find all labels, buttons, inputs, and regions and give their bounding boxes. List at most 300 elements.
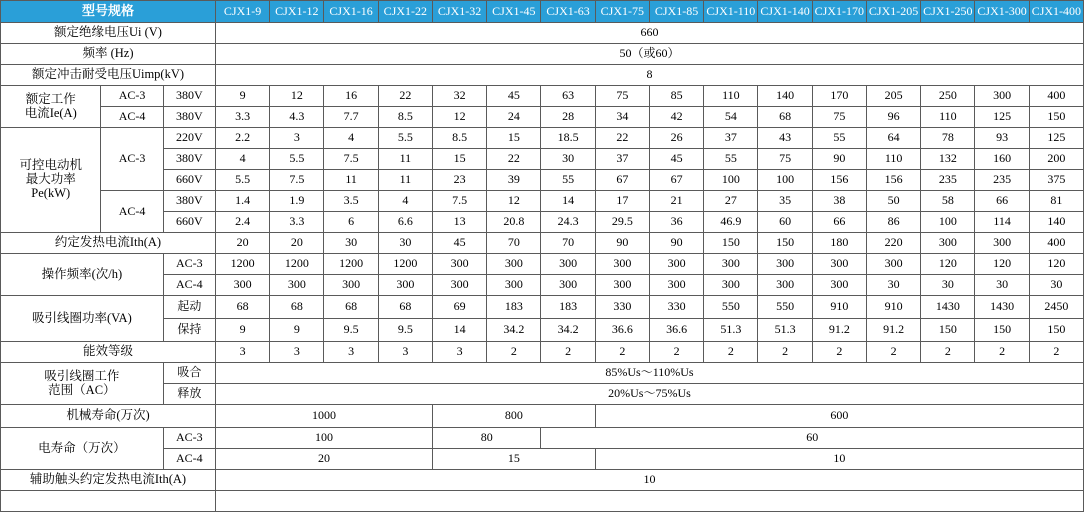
opfreq-ac4-8: 300 xyxy=(649,275,703,296)
ie-ac4-1: 4.3 xyxy=(270,107,324,128)
power-1-9: 55 xyxy=(704,149,758,170)
ie-ac4-14: 125 xyxy=(975,107,1029,128)
power-4-1: 3.3 xyxy=(270,212,324,233)
power-0-9: 37 xyxy=(704,128,758,149)
label-coil-range-line1: 吸引线圈工作 xyxy=(44,368,120,383)
power-4-6: 24.3 xyxy=(541,212,595,233)
coil-hold-11: 91.2 xyxy=(812,319,866,342)
row-rated-insulation-voltage xyxy=(1,23,1084,44)
ie-ac4-13: 110 xyxy=(921,107,975,128)
header-spec-label: 型号规格 xyxy=(1,1,216,23)
coil-start-2: 68 xyxy=(324,296,378,319)
power-3-8: 21 xyxy=(649,191,703,212)
row-coil-range-pull xyxy=(1,363,1084,384)
row-aux-thermal-current xyxy=(1,470,1084,491)
opfreq-ac3-6: 300 xyxy=(541,254,595,275)
ith-7: 90 xyxy=(595,233,649,254)
label-operating-frequency: 操作频率(次/h) xyxy=(1,254,164,296)
ie-ac4-4: 12 xyxy=(432,107,486,128)
ie-ac4-0: 3.3 xyxy=(215,107,269,128)
ie-ac3-3: 22 xyxy=(378,86,432,107)
power-1-1: 5.5 xyxy=(270,149,324,170)
coil-hold-9: 51.3 xyxy=(704,319,758,342)
row-trailing-blank xyxy=(1,491,1084,512)
row-coil-range-release xyxy=(1,384,1084,405)
power-0-7: 22 xyxy=(595,128,649,149)
label-blank xyxy=(1,491,216,512)
power-0-14: 93 xyxy=(975,128,1029,149)
ie-ac3-15: 400 xyxy=(1029,86,1083,107)
power-3-6: 14 xyxy=(541,191,595,212)
power-4-8: 36 xyxy=(649,212,703,233)
row-efficiency-grade xyxy=(1,342,1084,363)
power-1-13: 132 xyxy=(921,149,975,170)
volt-power-4: 660V xyxy=(163,212,215,233)
ie-ac3-6: 63 xyxy=(541,86,595,107)
label-rated-current-line1: 额定工作 xyxy=(25,91,76,106)
power-0-12: 64 xyxy=(866,128,920,149)
power-2-6: 55 xyxy=(541,170,595,191)
row-power-ac3-660 xyxy=(1,170,1084,191)
header-model-0: CJX1-9 xyxy=(215,1,269,23)
coil-hold-14: 150 xyxy=(975,319,1029,342)
opfreq-ac3-3: 1200 xyxy=(378,254,432,275)
value-uimp: 8 xyxy=(215,65,1083,86)
row-impulse-voltage xyxy=(1,65,1084,86)
eff-6: 2 xyxy=(541,342,595,363)
ith-10: 150 xyxy=(758,233,812,254)
header-model-7: CJX1-75 xyxy=(595,1,649,23)
ith-8: 90 xyxy=(649,233,703,254)
ie-ac3-12: 205 xyxy=(866,86,920,107)
opfreq-ac4-4: 300 xyxy=(432,275,486,296)
power-4-7: 29.5 xyxy=(595,212,649,233)
ie-ac4-10: 68 xyxy=(758,107,812,128)
power-0-0: 2.2 xyxy=(215,128,269,149)
opfreq-ac3-5: 300 xyxy=(487,254,541,275)
volt-power-3: 380V xyxy=(163,191,215,212)
coil-hold-0: 9 xyxy=(215,319,269,342)
opfreq-ac3-0: 1200 xyxy=(215,254,269,275)
row-coil-power-hold xyxy=(1,319,1084,342)
power-2-8: 67 xyxy=(649,170,703,191)
header-model-10: CJX1-140 xyxy=(758,1,812,23)
ie-ac4-5: 24 xyxy=(487,107,541,128)
type-coil-start: 起动 xyxy=(163,296,215,319)
header-model-14: CJX1-300 xyxy=(975,1,1029,23)
ie-ac3-11: 170 xyxy=(812,86,866,107)
elife-ac4-seg-0: 20 xyxy=(215,449,432,470)
opfreq-ac4-5: 300 xyxy=(487,275,541,296)
power-0-5: 15 xyxy=(487,128,541,149)
opfreq-ac4-7: 300 xyxy=(595,275,649,296)
type-elife-ac3: AC-3 xyxy=(163,428,215,449)
power-2-9: 100 xyxy=(704,170,758,191)
row-operating-frequency-ac3 xyxy=(1,254,1084,275)
power-1-10: 75 xyxy=(758,149,812,170)
power-4-5: 20.8 xyxy=(487,212,541,233)
label-mechanical-life: 机械寿命(万次) xyxy=(1,405,216,428)
opfreq-ac3-4: 300 xyxy=(432,254,486,275)
ie-ac3-10: 140 xyxy=(758,86,812,107)
label-efficiency: 能效等级 xyxy=(1,342,216,363)
header-model-6: CJX1-63 xyxy=(541,1,595,23)
row-electrical-life-ac4 xyxy=(1,449,1084,470)
eff-2: 3 xyxy=(324,342,378,363)
header-model-12: CJX1-205 xyxy=(866,1,920,23)
power-4-15: 140 xyxy=(1029,212,1083,233)
power-2-15: 375 xyxy=(1029,170,1083,191)
value-ui: 660 xyxy=(215,23,1083,44)
coil-start-1: 68 xyxy=(270,296,324,319)
opfreq-ac3-1: 1200 xyxy=(270,254,324,275)
coil-start-13: 1430 xyxy=(921,296,975,319)
power-4-3: 6.6 xyxy=(378,212,432,233)
power-2-12: 156 xyxy=(866,170,920,191)
coil-start-6: 183 xyxy=(541,296,595,319)
type-coil-pull: 吸合 xyxy=(163,363,215,384)
coil-start-4: 69 xyxy=(432,296,486,319)
eff-7: 2 xyxy=(595,342,649,363)
ith-1: 20 xyxy=(270,233,324,254)
label-rated-current-line2: 电流Ie(A) xyxy=(24,105,77,120)
power-3-0: 1.4 xyxy=(215,191,269,212)
label-coil-range xyxy=(1,363,164,405)
coil-start-10: 550 xyxy=(758,296,812,319)
elife-ac4-seg-2: 10 xyxy=(595,449,1083,470)
ie-ac3-1: 12 xyxy=(270,86,324,107)
row-electrical-life-ac3 xyxy=(1,428,1084,449)
ie-ac4-9: 54 xyxy=(704,107,758,128)
eff-9: 2 xyxy=(704,342,758,363)
type-ie-ac4: AC-4 xyxy=(101,107,163,128)
opfreq-ac4-14: 30 xyxy=(975,275,1029,296)
coil-start-5: 183 xyxy=(487,296,541,319)
opfreq-ac3-8: 300 xyxy=(649,254,703,275)
power-1-3: 11 xyxy=(378,149,432,170)
row-power-ac4-660 xyxy=(1,212,1084,233)
power-3-9: 27 xyxy=(704,191,758,212)
power-0-3: 5.5 xyxy=(378,128,432,149)
type-coil-hold: 保持 xyxy=(163,319,215,342)
power-2-7: 67 xyxy=(595,170,649,191)
value-coil-pull: 85%Us～110%Us xyxy=(215,363,1083,384)
ie-ac4-15: 150 xyxy=(1029,107,1083,128)
ith-2: 30 xyxy=(324,233,378,254)
eff-8: 2 xyxy=(649,342,703,363)
power-3-4: 7.5 xyxy=(432,191,486,212)
power-3-13: 58 xyxy=(921,191,975,212)
label-power-line2: 最大功率 xyxy=(25,172,76,187)
power-3-11: 38 xyxy=(812,191,866,212)
row-coil-power-start xyxy=(1,296,1084,319)
type-opfreq-ac4: AC-4 xyxy=(163,275,215,296)
row-operating-frequency-ac4 xyxy=(1,275,1084,296)
opfreq-ac4-11: 300 xyxy=(812,275,866,296)
volt-power-0: 220V xyxy=(163,128,215,149)
power-0-10: 43 xyxy=(758,128,812,149)
eff-12: 2 xyxy=(866,342,920,363)
power-0-4: 8.5 xyxy=(432,128,486,149)
power-2-11: 156 xyxy=(812,170,866,191)
elife-ac4-seg-1: 15 xyxy=(432,449,595,470)
power-3-12: 50 xyxy=(866,191,920,212)
power-4-10: 60 xyxy=(758,212,812,233)
power-2-10: 100 xyxy=(758,170,812,191)
coil-start-7: 330 xyxy=(595,296,649,319)
opfreq-ac3-14: 120 xyxy=(975,254,1029,275)
coil-start-3: 68 xyxy=(378,296,432,319)
ith-14: 300 xyxy=(975,233,1029,254)
coil-hold-13: 150 xyxy=(921,319,975,342)
eff-11: 2 xyxy=(812,342,866,363)
coil-start-12: 910 xyxy=(866,296,920,319)
power-1-5: 22 xyxy=(487,149,541,170)
opfreq-ac4-10: 300 xyxy=(758,275,812,296)
volt-power-1: 380V xyxy=(163,149,215,170)
opfreq-ac3-12: 300 xyxy=(866,254,920,275)
header-model-1: CJX1-12 xyxy=(270,1,324,23)
type-coil-release: 释放 xyxy=(163,384,215,405)
power-4-4: 13 xyxy=(432,212,486,233)
power-4-12: 86 xyxy=(866,212,920,233)
type-ie-ac3: AC-3 xyxy=(101,86,163,107)
opfreq-ac3-2: 1200 xyxy=(324,254,378,275)
opfreq-ac4-9: 300 xyxy=(704,275,758,296)
header-model-8: CJX1-85 xyxy=(649,1,703,23)
volt-power-2: 660V xyxy=(163,170,215,191)
coil-hold-8: 36.6 xyxy=(649,319,703,342)
power-1-8: 45 xyxy=(649,149,703,170)
coil-hold-7: 36.6 xyxy=(595,319,649,342)
power-3-1: 1.9 xyxy=(270,191,324,212)
ith-12: 220 xyxy=(866,233,920,254)
power-1-6: 30 xyxy=(541,149,595,170)
power-0-6: 18.5 xyxy=(541,128,595,149)
ie-ac3-4: 32 xyxy=(432,86,486,107)
power-4-9: 46.9 xyxy=(704,212,758,233)
ith-5: 70 xyxy=(487,233,541,254)
type-power-ac3: AC-3 xyxy=(101,128,163,191)
power-2-2: 11 xyxy=(324,170,378,191)
value-blank xyxy=(215,491,1083,512)
ie-ac4-7: 34 xyxy=(595,107,649,128)
label-frequency: 频率 (Hz) xyxy=(1,44,216,65)
ie-ac3-9: 110 xyxy=(704,86,758,107)
power-3-10: 35 xyxy=(758,191,812,212)
power-2-5: 39 xyxy=(487,170,541,191)
power-4-11: 66 xyxy=(812,212,866,233)
power-0-15: 125 xyxy=(1029,128,1083,149)
power-4-13: 100 xyxy=(921,212,975,233)
coil-start-9: 550 xyxy=(704,296,758,319)
opfreq-ac3-15: 120 xyxy=(1029,254,1083,275)
label-rated-current xyxy=(1,86,101,128)
coil-hold-15: 150 xyxy=(1029,319,1083,342)
ie-ac4-6: 28 xyxy=(541,107,595,128)
opfreq-ac4-15: 30 xyxy=(1029,275,1083,296)
ie-ac3-14: 300 xyxy=(975,86,1029,107)
opfreq-ac3-9: 300 xyxy=(704,254,758,275)
power-3-5: 12 xyxy=(487,191,541,212)
coil-start-11: 910 xyxy=(812,296,866,319)
mechlife-seg-0: 1000 xyxy=(215,405,432,428)
eff-10: 2 xyxy=(758,342,812,363)
value-coil-release: 20%Us～75%Us xyxy=(215,384,1083,405)
opfreq-ac3-13: 120 xyxy=(921,254,975,275)
power-0-8: 26 xyxy=(649,128,703,149)
power-3-7: 17 xyxy=(595,191,649,212)
opfreq-ac4-0: 300 xyxy=(215,275,269,296)
eff-1: 3 xyxy=(270,342,324,363)
ie-ac3-0: 9 xyxy=(215,86,269,107)
opfreq-ac4-12: 30 xyxy=(866,275,920,296)
elife-ac3-seg-1: 80 xyxy=(432,428,541,449)
ith-4: 45 xyxy=(432,233,486,254)
coil-hold-5: 34.2 xyxy=(487,319,541,342)
label-max-motor-power xyxy=(1,128,101,233)
power-1-7: 37 xyxy=(595,149,649,170)
ie-ac3-8: 85 xyxy=(649,86,703,107)
power-0-13: 78 xyxy=(921,128,975,149)
coil-start-14: 1430 xyxy=(975,296,1029,319)
header-model-11: CJX1-170 xyxy=(812,1,866,23)
power-0-1: 3 xyxy=(270,128,324,149)
ie-ac3-5: 45 xyxy=(487,86,541,107)
ith-0: 20 xyxy=(215,233,269,254)
coil-hold-12: 91.2 xyxy=(866,319,920,342)
coil-hold-1: 9 xyxy=(270,319,324,342)
value-aux-ith: 10 xyxy=(215,470,1083,491)
power-4-2: 6 xyxy=(324,212,378,233)
opfreq-ac4-2: 300 xyxy=(324,275,378,296)
power-1-12: 110 xyxy=(866,149,920,170)
elife-ac3-seg-2: 60 xyxy=(541,428,1084,449)
power-1-15: 200 xyxy=(1029,149,1083,170)
label-electrical-life: 电寿命（万次） xyxy=(1,428,164,470)
power-4-14: 114 xyxy=(975,212,1029,233)
power-3-2: 3.5 xyxy=(324,191,378,212)
row-frequency xyxy=(1,44,1084,65)
label-power-line3: Pe(kW) xyxy=(31,185,71,200)
row-power-ac4-380 xyxy=(1,191,1084,212)
eff-4: 3 xyxy=(432,342,486,363)
header-model-15: CJX1-400 xyxy=(1029,1,1083,23)
coil-hold-6: 34.2 xyxy=(541,319,595,342)
label-aux-ith: 辅助触头约定发热电流Ith(A) xyxy=(1,470,216,491)
row-mechanical-life xyxy=(1,405,1084,428)
header-model-2: CJX1-16 xyxy=(324,1,378,23)
coil-start-8: 330 xyxy=(649,296,703,319)
eff-0: 3 xyxy=(215,342,269,363)
ith-13: 300 xyxy=(921,233,975,254)
opfreq-ac4-1: 300 xyxy=(270,275,324,296)
eff-5: 2 xyxy=(487,342,541,363)
type-elife-ac4: AC-4 xyxy=(163,449,215,470)
ie-ac4-3: 8.5 xyxy=(378,107,432,128)
coil-hold-4: 14 xyxy=(432,319,486,342)
opfreq-ac4-3: 300 xyxy=(378,275,432,296)
ie-ac4-11: 75 xyxy=(812,107,866,128)
coil-start-0: 68 xyxy=(215,296,269,319)
power-3-15: 81 xyxy=(1029,191,1083,212)
opfreq-ac3-7: 300 xyxy=(595,254,649,275)
coil-hold-2: 9.5 xyxy=(324,319,378,342)
table-header-row xyxy=(1,1,1084,23)
header-model-4: CJX1-32 xyxy=(432,1,486,23)
type-opfreq-ac3: AC-3 xyxy=(163,254,215,275)
coil-hold-10: 51.3 xyxy=(758,319,812,342)
row-thermal-current xyxy=(1,233,1084,254)
opfreq-ac3-11: 300 xyxy=(812,254,866,275)
type-power-ac4: AC-4 xyxy=(101,191,163,233)
elife-ac3-seg-0: 100 xyxy=(215,428,432,449)
label-ui: 额定绝缘电压Ui (V) xyxy=(1,23,216,44)
power-2-3: 11 xyxy=(378,170,432,191)
label-coil-power: 吸引线圈功率(VA) xyxy=(1,296,164,342)
power-4-0: 2.4 xyxy=(215,212,269,233)
opfreq-ac4-13: 30 xyxy=(921,275,975,296)
ith-15: 400 xyxy=(1029,233,1083,254)
volt-ie-ac4: 380V xyxy=(163,107,215,128)
row-power-ac3-220 xyxy=(1,128,1084,149)
power-0-2: 4 xyxy=(324,128,378,149)
mechlife-seg-1: 800 xyxy=(432,405,595,428)
label-coil-range-line2: 范围（AC） xyxy=(48,382,116,397)
row-power-ac3-380 xyxy=(1,149,1084,170)
power-0-11: 55 xyxy=(812,128,866,149)
eff-3: 3 xyxy=(378,342,432,363)
header-model-5: CJX1-45 xyxy=(487,1,541,23)
label-ith: 约定发热电流Ith(A) xyxy=(1,233,216,254)
ie-ac3-7: 75 xyxy=(595,86,649,107)
ith-6: 70 xyxy=(541,233,595,254)
label-power-line1: 可控电动机 xyxy=(19,158,82,173)
power-2-14: 235 xyxy=(975,170,1029,191)
opfreq-ac3-10: 300 xyxy=(758,254,812,275)
opfreq-ac4-6: 300 xyxy=(541,275,595,296)
ith-11: 180 xyxy=(812,233,866,254)
eff-15: 2 xyxy=(1029,342,1083,363)
eff-13: 2 xyxy=(921,342,975,363)
power-1-14: 160 xyxy=(975,149,1029,170)
ith-3: 30 xyxy=(378,233,432,254)
header-model-9: CJX1-110 xyxy=(704,1,758,23)
ith-9: 150 xyxy=(704,233,758,254)
power-2-1: 7.5 xyxy=(270,170,324,191)
header-model-3: CJX1-22 xyxy=(378,1,432,23)
power-2-13: 235 xyxy=(921,170,975,191)
mechlife-seg-2: 600 xyxy=(595,405,1083,428)
power-1-2: 7.5 xyxy=(324,149,378,170)
ie-ac4-8: 42 xyxy=(649,107,703,128)
label-uimp: 额定冲击耐受电压Uimp(kV) xyxy=(1,65,216,86)
coil-hold-3: 9.5 xyxy=(378,319,432,342)
header-model-13: CJX1-250 xyxy=(921,1,975,23)
ie-ac3-13: 250 xyxy=(921,86,975,107)
power-2-4: 23 xyxy=(432,170,486,191)
eff-14: 2 xyxy=(975,342,1029,363)
power-3-3: 4 xyxy=(378,191,432,212)
value-frequency: 50（或60） xyxy=(215,44,1083,65)
power-1-4: 15 xyxy=(432,149,486,170)
power-2-0: 5.5 xyxy=(215,170,269,191)
volt-ie-ac3: 380V xyxy=(163,86,215,107)
row-rated-current-ac3 xyxy=(1,86,1084,107)
power-3-14: 66 xyxy=(975,191,1029,212)
power-1-0: 4 xyxy=(215,149,269,170)
ie-ac3-2: 16 xyxy=(324,86,378,107)
